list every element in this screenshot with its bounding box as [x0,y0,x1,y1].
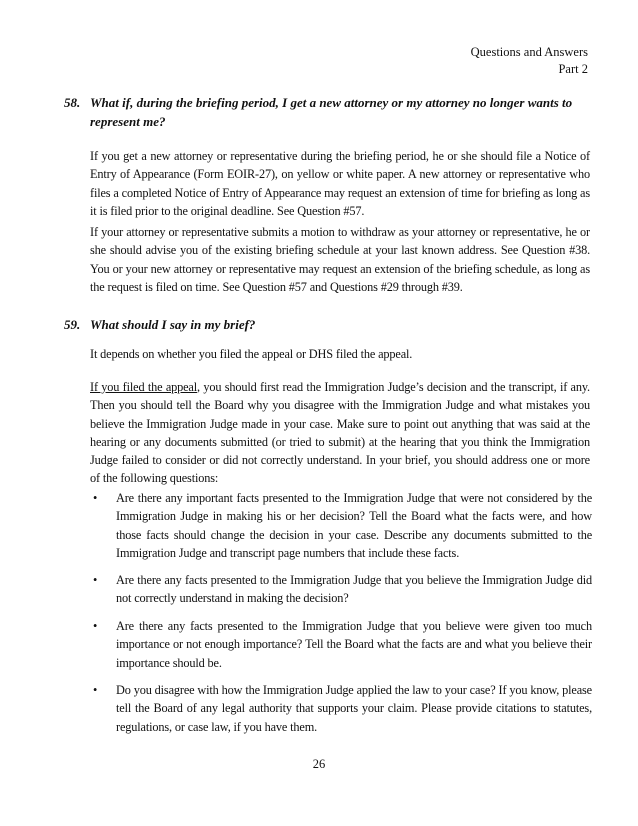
question-text: What if, during the briefing period, I get a new attorney or my attorney no longer wants to represent me? [90,95,573,129]
question-number: 58. [64,95,81,110]
page-header [471,44,588,78]
q59-paragraph-2 [90,378,590,488]
q58-paragraph-2: If your attorney or representative submits a motion to withdraw as your attorney or representative, he or she should advise you of the existing briefing schedule at your last known address. See Question #38. You or your new attorney or representative may request an extension of the briefing schedule, as long as the request is filed on time. See Question #57 and Questions #29 through #39. [90,225,590,294]
question-text: What should I say in my brief? [90,317,256,332]
page-number: 26 [312,757,326,771]
bullet-icon: • [93,491,98,505]
paragraph-text: , you should first read the Immigration Judge’s decision and the transcript, if any. Then you should tell the Board why you disagree with the Immigration Judge and what mistakes you believe the Immigration Judge made in your case. Make sure to point out anything that was said at the hearing or any documents submitted (or tried to submit) at the hearing that you think the Immigration Judge failed to consider or did not correctly understand. In your brief, you should address one or more of the following questions: [90,380,590,486]
bullet-item-3: Are there any facts presented to the Immigration Judge that you believe were given too much importance or not enough importance? Tell the Board what the facts are and what you believe their importance should be. [116,619,592,670]
q59-paragraph-1: It depends on whether you filed the appeal or DHS filed the appeal. [90,347,413,361]
bullet-icon: • [93,683,98,697]
bullet-icon: • [93,573,98,587]
bullet-icon: • [93,619,98,633]
question-number: 59. [64,317,81,332]
underlined-phrase: If you filed the appeal [90,380,198,394]
question-58-heading [64,93,594,131]
header-part: Part 2 [558,62,588,76]
bullet-item-1: Are there any important facts presented to the Immigration Judge that were not considered by the Immigration Judge in making his or her decision? Tell the Board what the facts were, and how those facts should change the decision in your case. Describe any documents submitted to the Immigration Judge and transcript page numbers that include these facts. [116,491,592,560]
bullet-item-2: Are there any facts presented to the Immigration Judge that you believe the Immigration Judge did not correctly understand in making the decision? [116,573,592,606]
q58-paragraph-1: If you get a new attorney or representative during the briefing period, he or she should file a Notice of Entry of Appearance (Form EOIR-27), on yellow or white paper. A new attorney or representative who files a completed Notice of Entry of Appearance may request an extension of time for briefing as long as it is filed prior to the original deadline. See Question #57. [90,149,590,218]
question-59-heading [64,315,594,334]
bullet-item-4: Do you disagree with how the Immigration Judge applied the law to your case? If you know, please tell the Board of any legal authority that supports your claim. Please provide citations to statutes, regulations, or case law, if you have them. [116,683,592,734]
header-title: Questions and Answers [470,45,588,59]
